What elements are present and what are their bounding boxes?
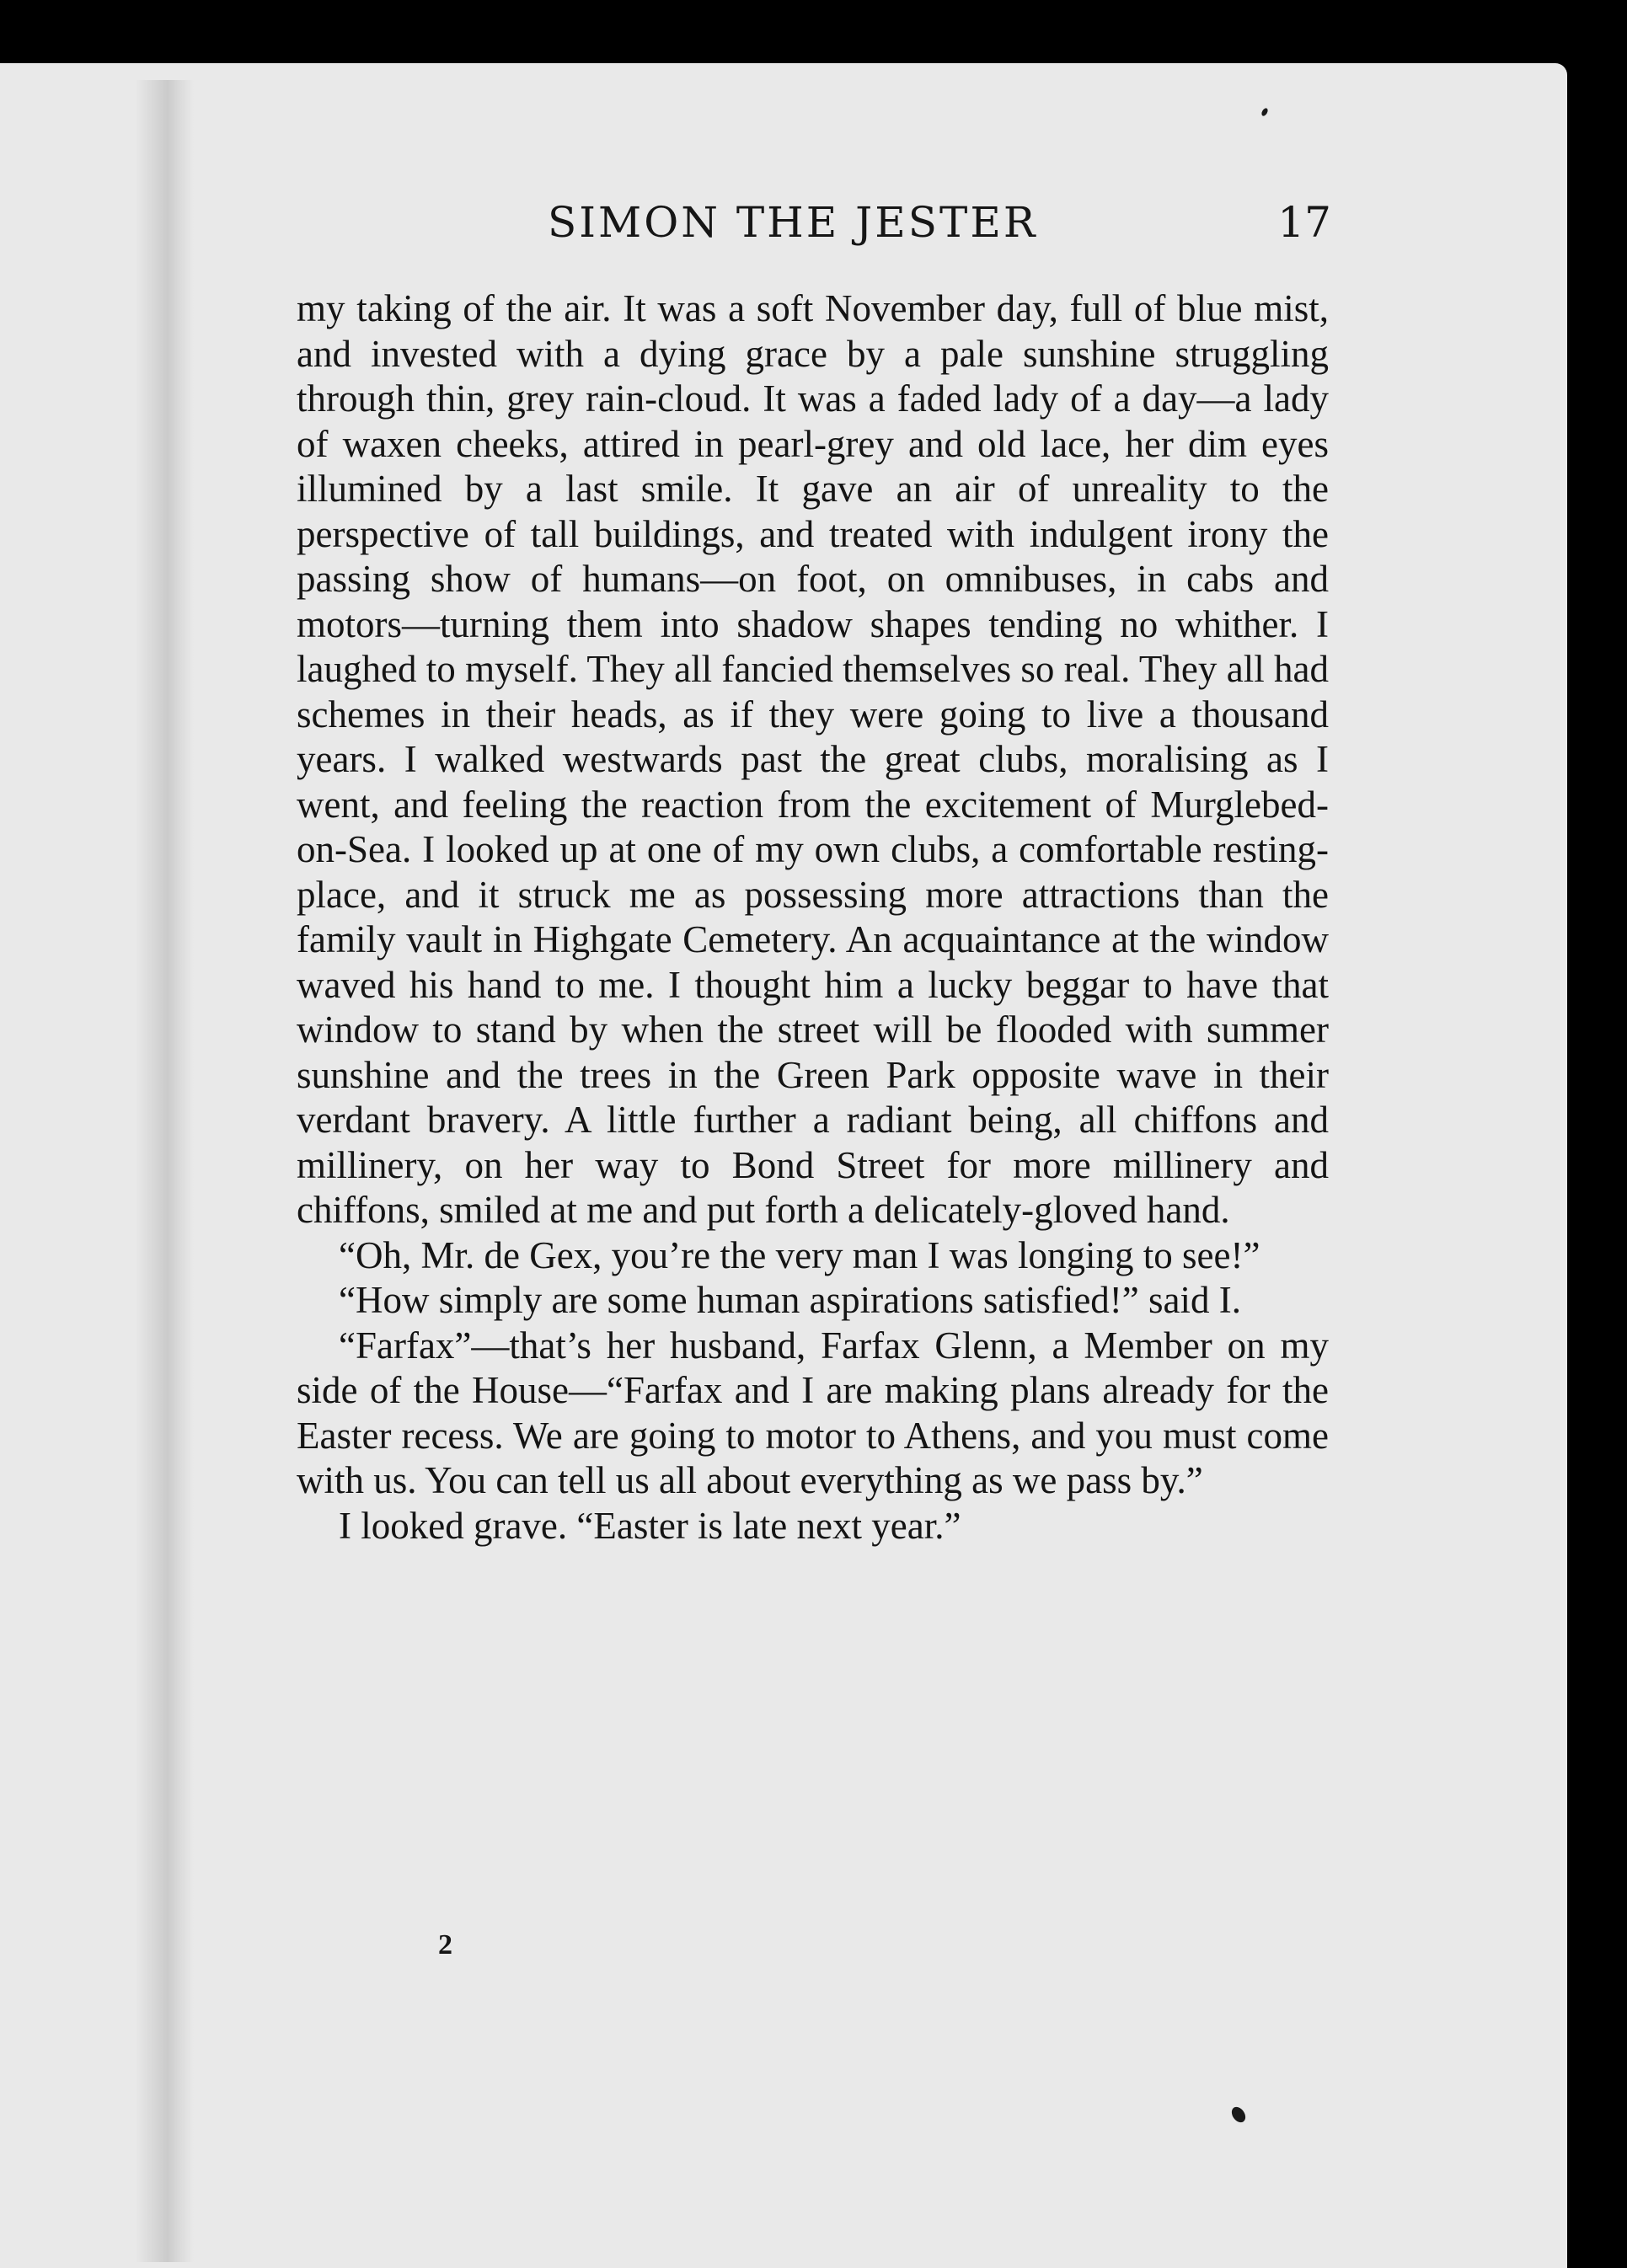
page-header [299, 198, 1331, 265]
page-number: 17 [1277, 198, 1331, 247]
paragraph-continued: my taking of the air. It was a soft November day, full of blue mist, and invested with a dying grace by a pale sunshine struggling through thin, grey rain-cloud. It was a faded lady of a day—a lady of waxen cheeks, attired in pearl-grey and old lace, her dim eyes illumined by a last smile. It gave an air of unreality to the perspective of tall buildings, and treated with indulgent irony the passing show of humans—on foot, on omnibuses, in cabs and motors—turning them into shadow shapes tending no whither. I laughed to myself. They all fancied themselves so real. They all had schemes in their heads, as if they were going to live a thousand years. I walked westwards past the great clubs, moralising as I went, and feeling the reaction from the excitement of Murglebed-on-Sea. I looked up at one of my own clubs, a comfortable resting-place, and it struck me as possessing more attractions than the family vault in Highgate Cemetery. An acquaintance at the window waved his hand to me. I thought him a lucky beggar to have that window to stand by when the street will be flooded with summer sunshine and the trees in the Green Park opposite wave in their verdant bravery. A little further a radiant being, all chiffons and millinery, on her way to Bond Street for more millinery and chiffons, smiled at me and put forth a delicately-gloved hand. [297, 287, 1329, 1231]
signature-mark: 2 [438, 1929, 452, 1960]
paragraph-dialogue: “How simply are some human aspirations satisfied!” said I. [339, 1279, 1241, 1321]
paragraph-dialogue: “Oh, Mr. de Gex, you’re the very man I was longing to see!” [339, 1233, 1260, 1276]
paragraph-dialogue: I looked grave. “Easter is late next year.” [339, 1504, 961, 1547]
page-gutter-shadow [135, 80, 194, 2262]
running-title: SIMON THE JESTER [548, 198, 1038, 247]
paragraph-dialogue: “Farfax”—that’s her husband, Farfax Glenn, a Member on my side of the House—“Farfax and I are making plans already for the Easter recess. We are going to motor to Athens, and you must come with us. You can tell us all about everything as we pass by.” [297, 1324, 1329, 1501]
body-text [297, 286, 1329, 1549]
